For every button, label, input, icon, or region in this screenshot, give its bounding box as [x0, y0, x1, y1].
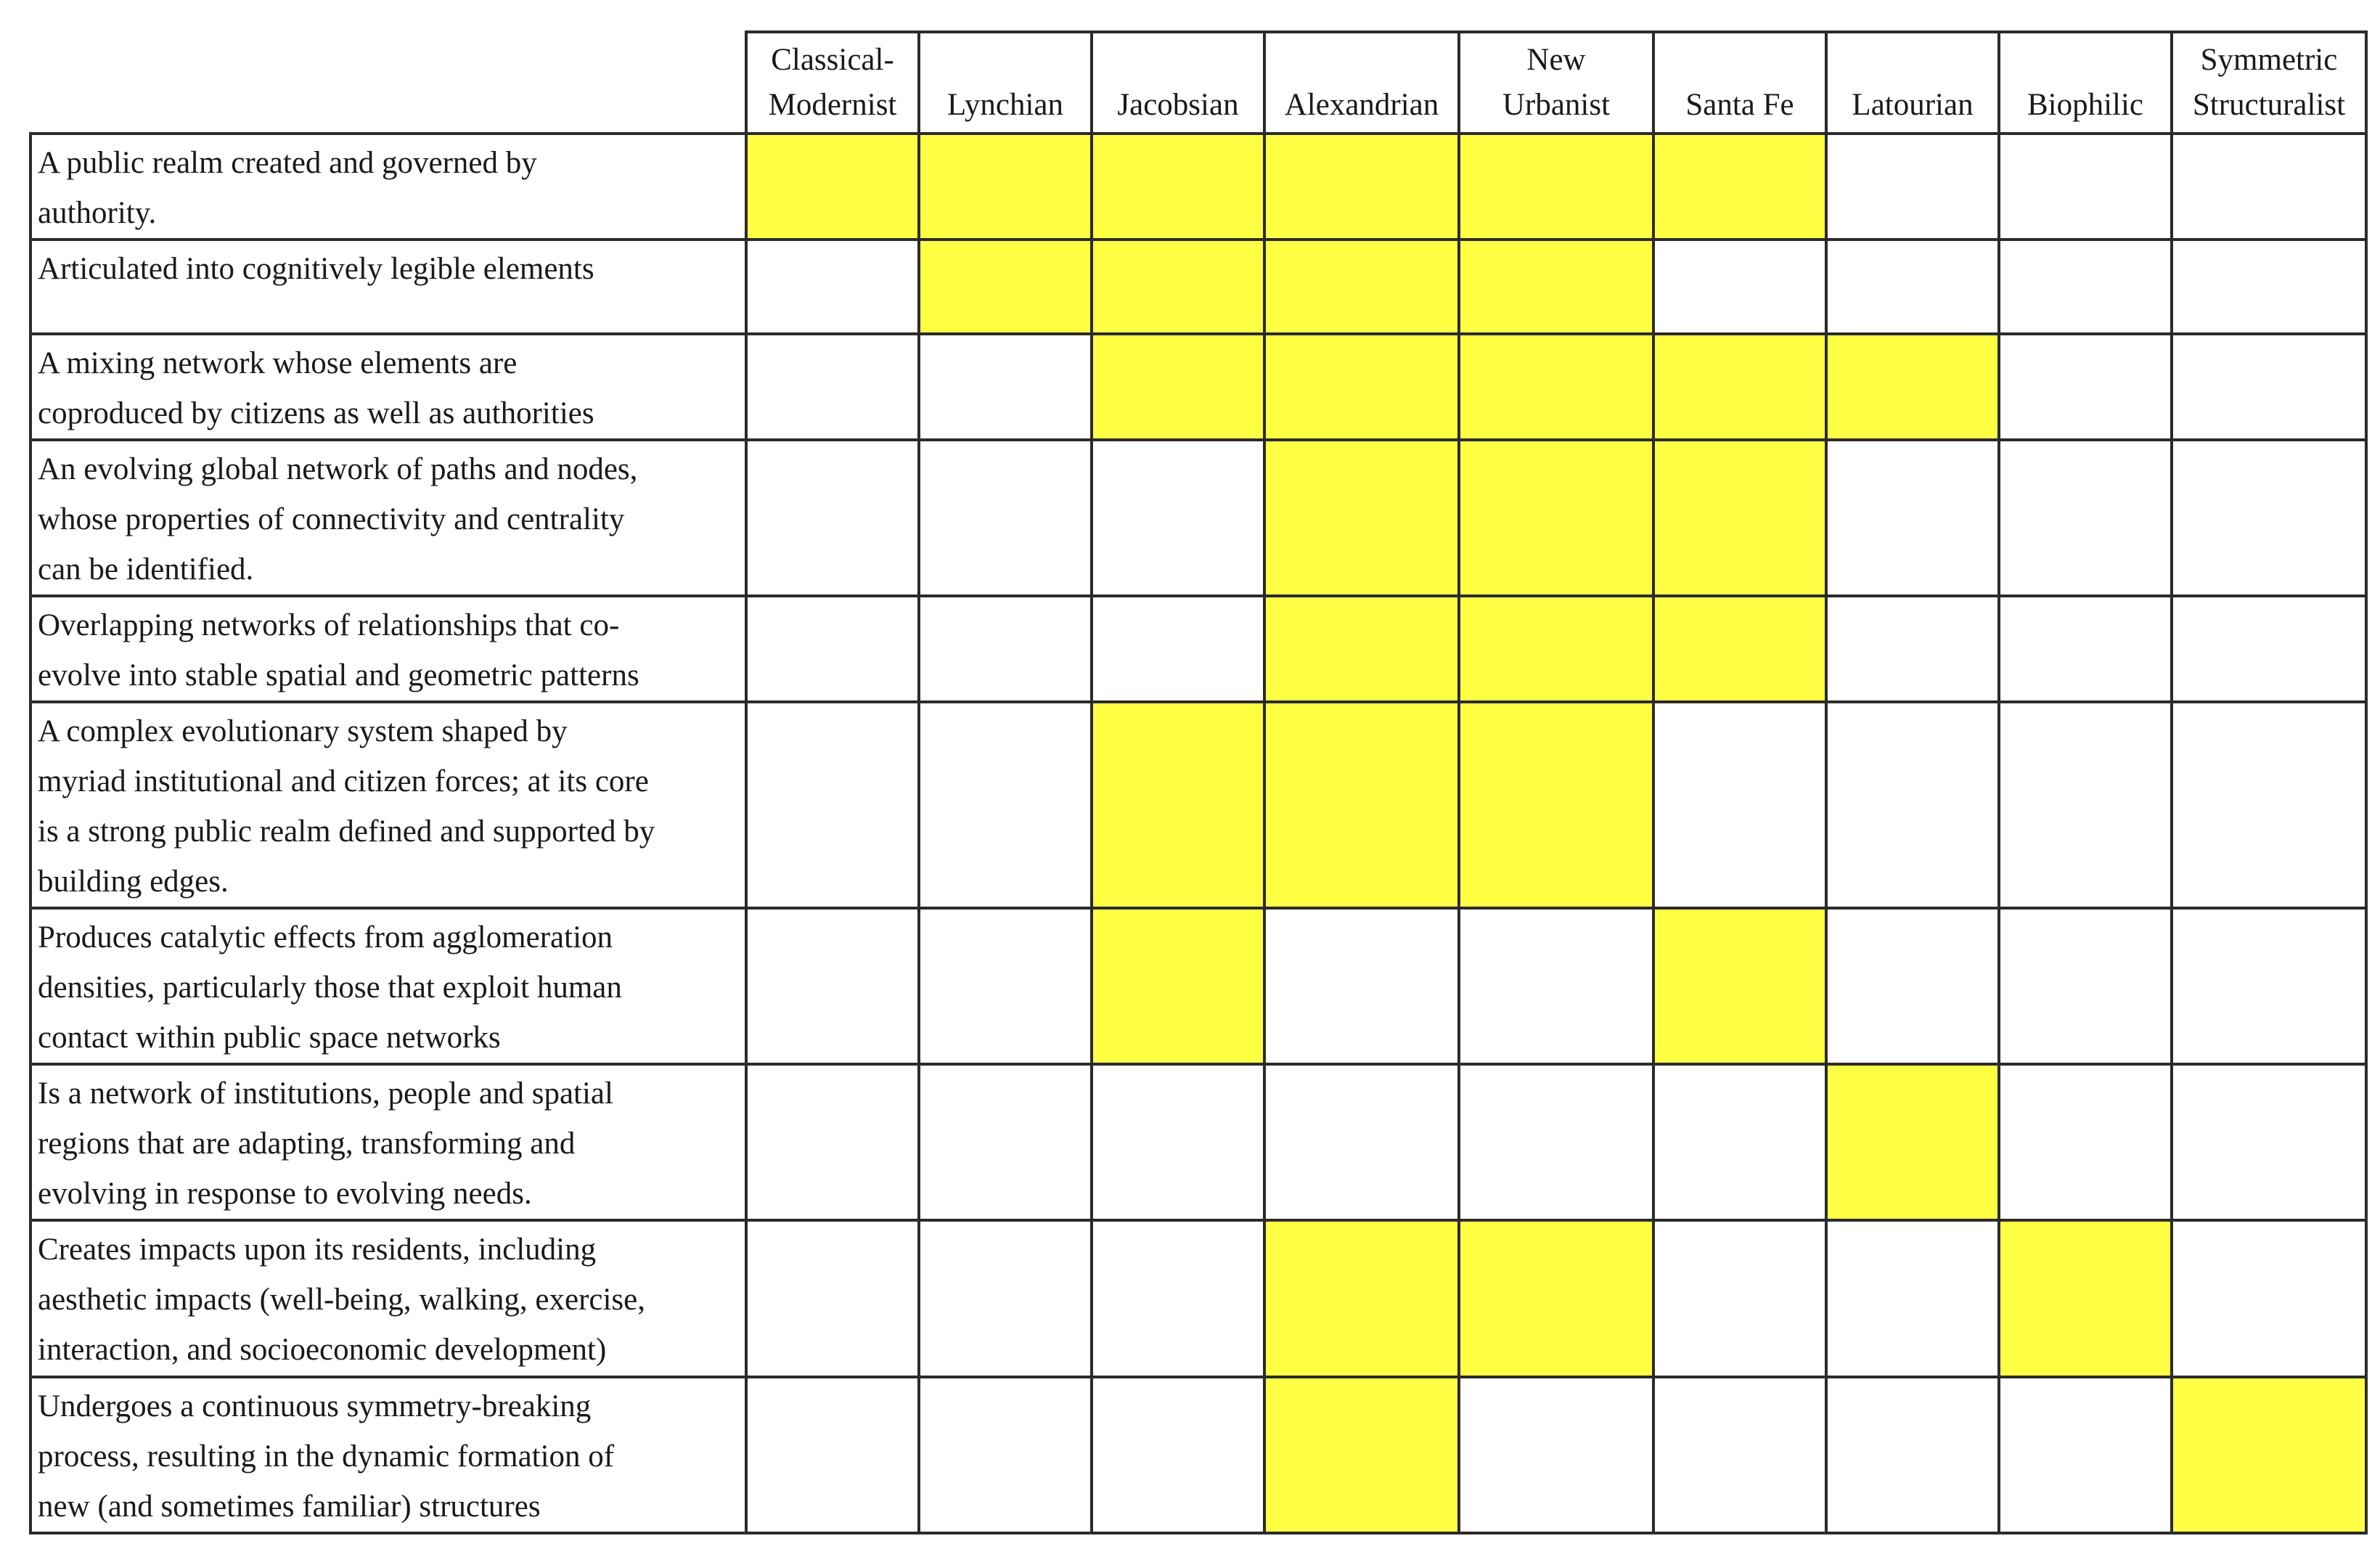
table-row	[30, 1220, 2366, 1377]
empty-cell	[2172, 240, 2366, 334]
row-description: Undergoes a continuous symmetry-breaking process, resulting in the dynamic formation of new (and sometimes familiar) structures	[30, 1377, 746, 1533]
highlighted-cell	[1092, 334, 1264, 440]
empty-cell	[1264, 908, 1459, 1064]
highlighted-cell	[1092, 908, 1264, 1064]
empty-cell	[1653, 1220, 1826, 1377]
table-row	[30, 1064, 2366, 1220]
urbanism-comparison-table	[29, 30, 2368, 1534]
empty-cell	[919, 1064, 1092, 1220]
highlighted-cell	[1459, 440, 1653, 596]
empty-cell	[1653, 702, 1826, 908]
empty-cell	[1999, 596, 2172, 702]
highlighted-cell	[919, 240, 1092, 334]
table-row	[30, 440, 2366, 596]
table-row	[30, 702, 2366, 908]
empty-cell	[919, 908, 1092, 1064]
highlighted-cell	[1459, 1220, 1653, 1377]
table-row	[30, 596, 2366, 702]
empty-cell	[1653, 1064, 1826, 1220]
row-description: Creates impacts upon its residents, including aesthetic impacts (well-being, walking, exercise, interaction, and socioeconomic development)	[30, 1220, 746, 1377]
highlighted-cell	[1459, 134, 1653, 240]
table-body	[30, 134, 2366, 1533]
highlighted-cell	[1459, 240, 1653, 334]
header-corner	[30, 32, 746, 134]
highlighted-cell	[1826, 1064, 1999, 1220]
table-row	[30, 240, 2366, 334]
empty-cell	[1092, 1220, 1264, 1377]
empty-cell	[1826, 440, 1999, 596]
table-row	[30, 908, 2366, 1064]
highlighted-cell	[1092, 702, 1264, 908]
empty-cell	[1459, 908, 1653, 1064]
empty-cell	[1092, 1377, 1264, 1533]
column-header: Alexandrian	[1264, 32, 1459, 134]
row-description: A public realm created and governed by authority.	[30, 134, 746, 240]
table-row	[30, 1377, 2366, 1533]
empty-cell	[2172, 1220, 2366, 1377]
empty-cell	[1653, 240, 1826, 334]
row-description: A complex evolutionary system shaped by myriad institutional and citizen forces; at its core is a strong public realm defined and supported by building edges.	[30, 702, 746, 908]
empty-cell	[1092, 440, 1264, 596]
column-header: Latourian	[1826, 32, 1999, 134]
empty-cell	[746, 1220, 919, 1377]
table-row	[30, 334, 2366, 440]
highlighted-cell	[1264, 240, 1459, 334]
column-header: Jacobsian	[1092, 32, 1264, 134]
highlighted-cell	[1264, 134, 1459, 240]
empty-cell	[2172, 1064, 2366, 1220]
highlighted-cell	[1264, 440, 1459, 596]
empty-cell	[1653, 1377, 1826, 1533]
column-header: Lynchian	[919, 32, 1092, 134]
empty-cell	[746, 334, 919, 440]
highlighted-cell	[1653, 908, 1826, 1064]
empty-cell	[919, 440, 1092, 596]
highlighted-cell	[1264, 1220, 1459, 1377]
empty-cell	[1999, 440, 2172, 596]
column-header: Classical- Modernist	[746, 32, 919, 134]
empty-cell	[1826, 1220, 1999, 1377]
empty-cell	[2172, 440, 2366, 596]
highlighted-cell	[1092, 134, 1264, 240]
empty-cell	[746, 702, 919, 908]
empty-cell	[1092, 596, 1264, 702]
empty-cell	[919, 1220, 1092, 1377]
empty-cell	[1826, 240, 1999, 334]
empty-cell	[746, 1377, 919, 1533]
column-header: New Urbanist	[1459, 32, 1653, 134]
highlighted-cell	[1653, 440, 1826, 596]
empty-cell	[746, 908, 919, 1064]
empty-cell	[919, 596, 1092, 702]
empty-cell	[1999, 334, 2172, 440]
empty-cell	[1826, 134, 1999, 240]
column-header: Santa Fe	[1653, 32, 1826, 134]
row-description: An evolving global network of paths and nodes, whose properties of connectivity and centrality can be identified.	[30, 440, 746, 596]
empty-cell	[1826, 596, 1999, 702]
row-description: Is a network of institutions, people and spatial regions that are adapting, transforming and evolving in response to evolving needs.	[30, 1064, 746, 1220]
highlighted-cell	[1999, 1220, 2172, 1377]
empty-cell	[2172, 908, 2366, 1064]
empty-cell	[919, 1377, 1092, 1533]
empty-cell	[1999, 908, 2172, 1064]
empty-cell	[2172, 334, 2366, 440]
row-description: Overlapping networks of relationships that co- evolve into stable spatial and geometric patterns	[30, 596, 746, 702]
highlighted-cell	[1459, 702, 1653, 908]
highlighted-cell	[1264, 702, 1459, 908]
table-row	[30, 134, 2366, 240]
highlighted-cell	[746, 134, 919, 240]
highlighted-cell	[1264, 1377, 1459, 1533]
highlighted-cell	[1459, 334, 1653, 440]
empty-cell	[746, 240, 919, 334]
highlighted-cell	[1653, 334, 1826, 440]
empty-cell	[1459, 1064, 1653, 1220]
empty-cell	[1999, 702, 2172, 908]
row-description: Articulated into cognitively legible elements	[30, 240, 746, 334]
empty-cell	[2172, 596, 2366, 702]
empty-cell	[1999, 134, 2172, 240]
column-header: Symmetric Structuralist	[2172, 32, 2366, 134]
empty-cell	[1999, 240, 2172, 334]
highlighted-cell	[1264, 334, 1459, 440]
empty-cell	[746, 440, 919, 596]
highlighted-cell	[1826, 334, 1999, 440]
empty-cell	[2172, 134, 2366, 240]
empty-cell	[1459, 1377, 1653, 1533]
highlighted-cell	[2172, 1377, 2366, 1533]
highlighted-cell	[919, 134, 1092, 240]
empty-cell	[1826, 702, 1999, 908]
row-description: Produces catalytic effects from agglomeration densities, particularly those that exploit human contact within public space networks	[30, 908, 746, 1064]
empty-cell	[2172, 702, 2366, 908]
empty-cell	[1264, 1064, 1459, 1220]
highlighted-cell	[1264, 596, 1459, 702]
empty-cell	[746, 596, 919, 702]
empty-cell	[919, 334, 1092, 440]
empty-cell	[1999, 1377, 2172, 1533]
highlighted-cell	[1653, 596, 1826, 702]
empty-cell	[1826, 1377, 1999, 1533]
highlighted-cell	[1653, 134, 1826, 240]
empty-cell	[919, 702, 1092, 908]
column-header-row	[30, 32, 2366, 134]
row-description: A mixing network whose elements are coproduced by citizens as well as authorities	[30, 334, 746, 440]
highlighted-cell	[1092, 240, 1264, 334]
empty-cell	[1092, 1064, 1264, 1220]
column-header: Biophilic	[1999, 32, 2172, 134]
empty-cell	[1826, 908, 1999, 1064]
highlighted-cell	[1459, 596, 1653, 702]
empty-cell	[1999, 1064, 2172, 1220]
empty-cell	[746, 1064, 919, 1220]
